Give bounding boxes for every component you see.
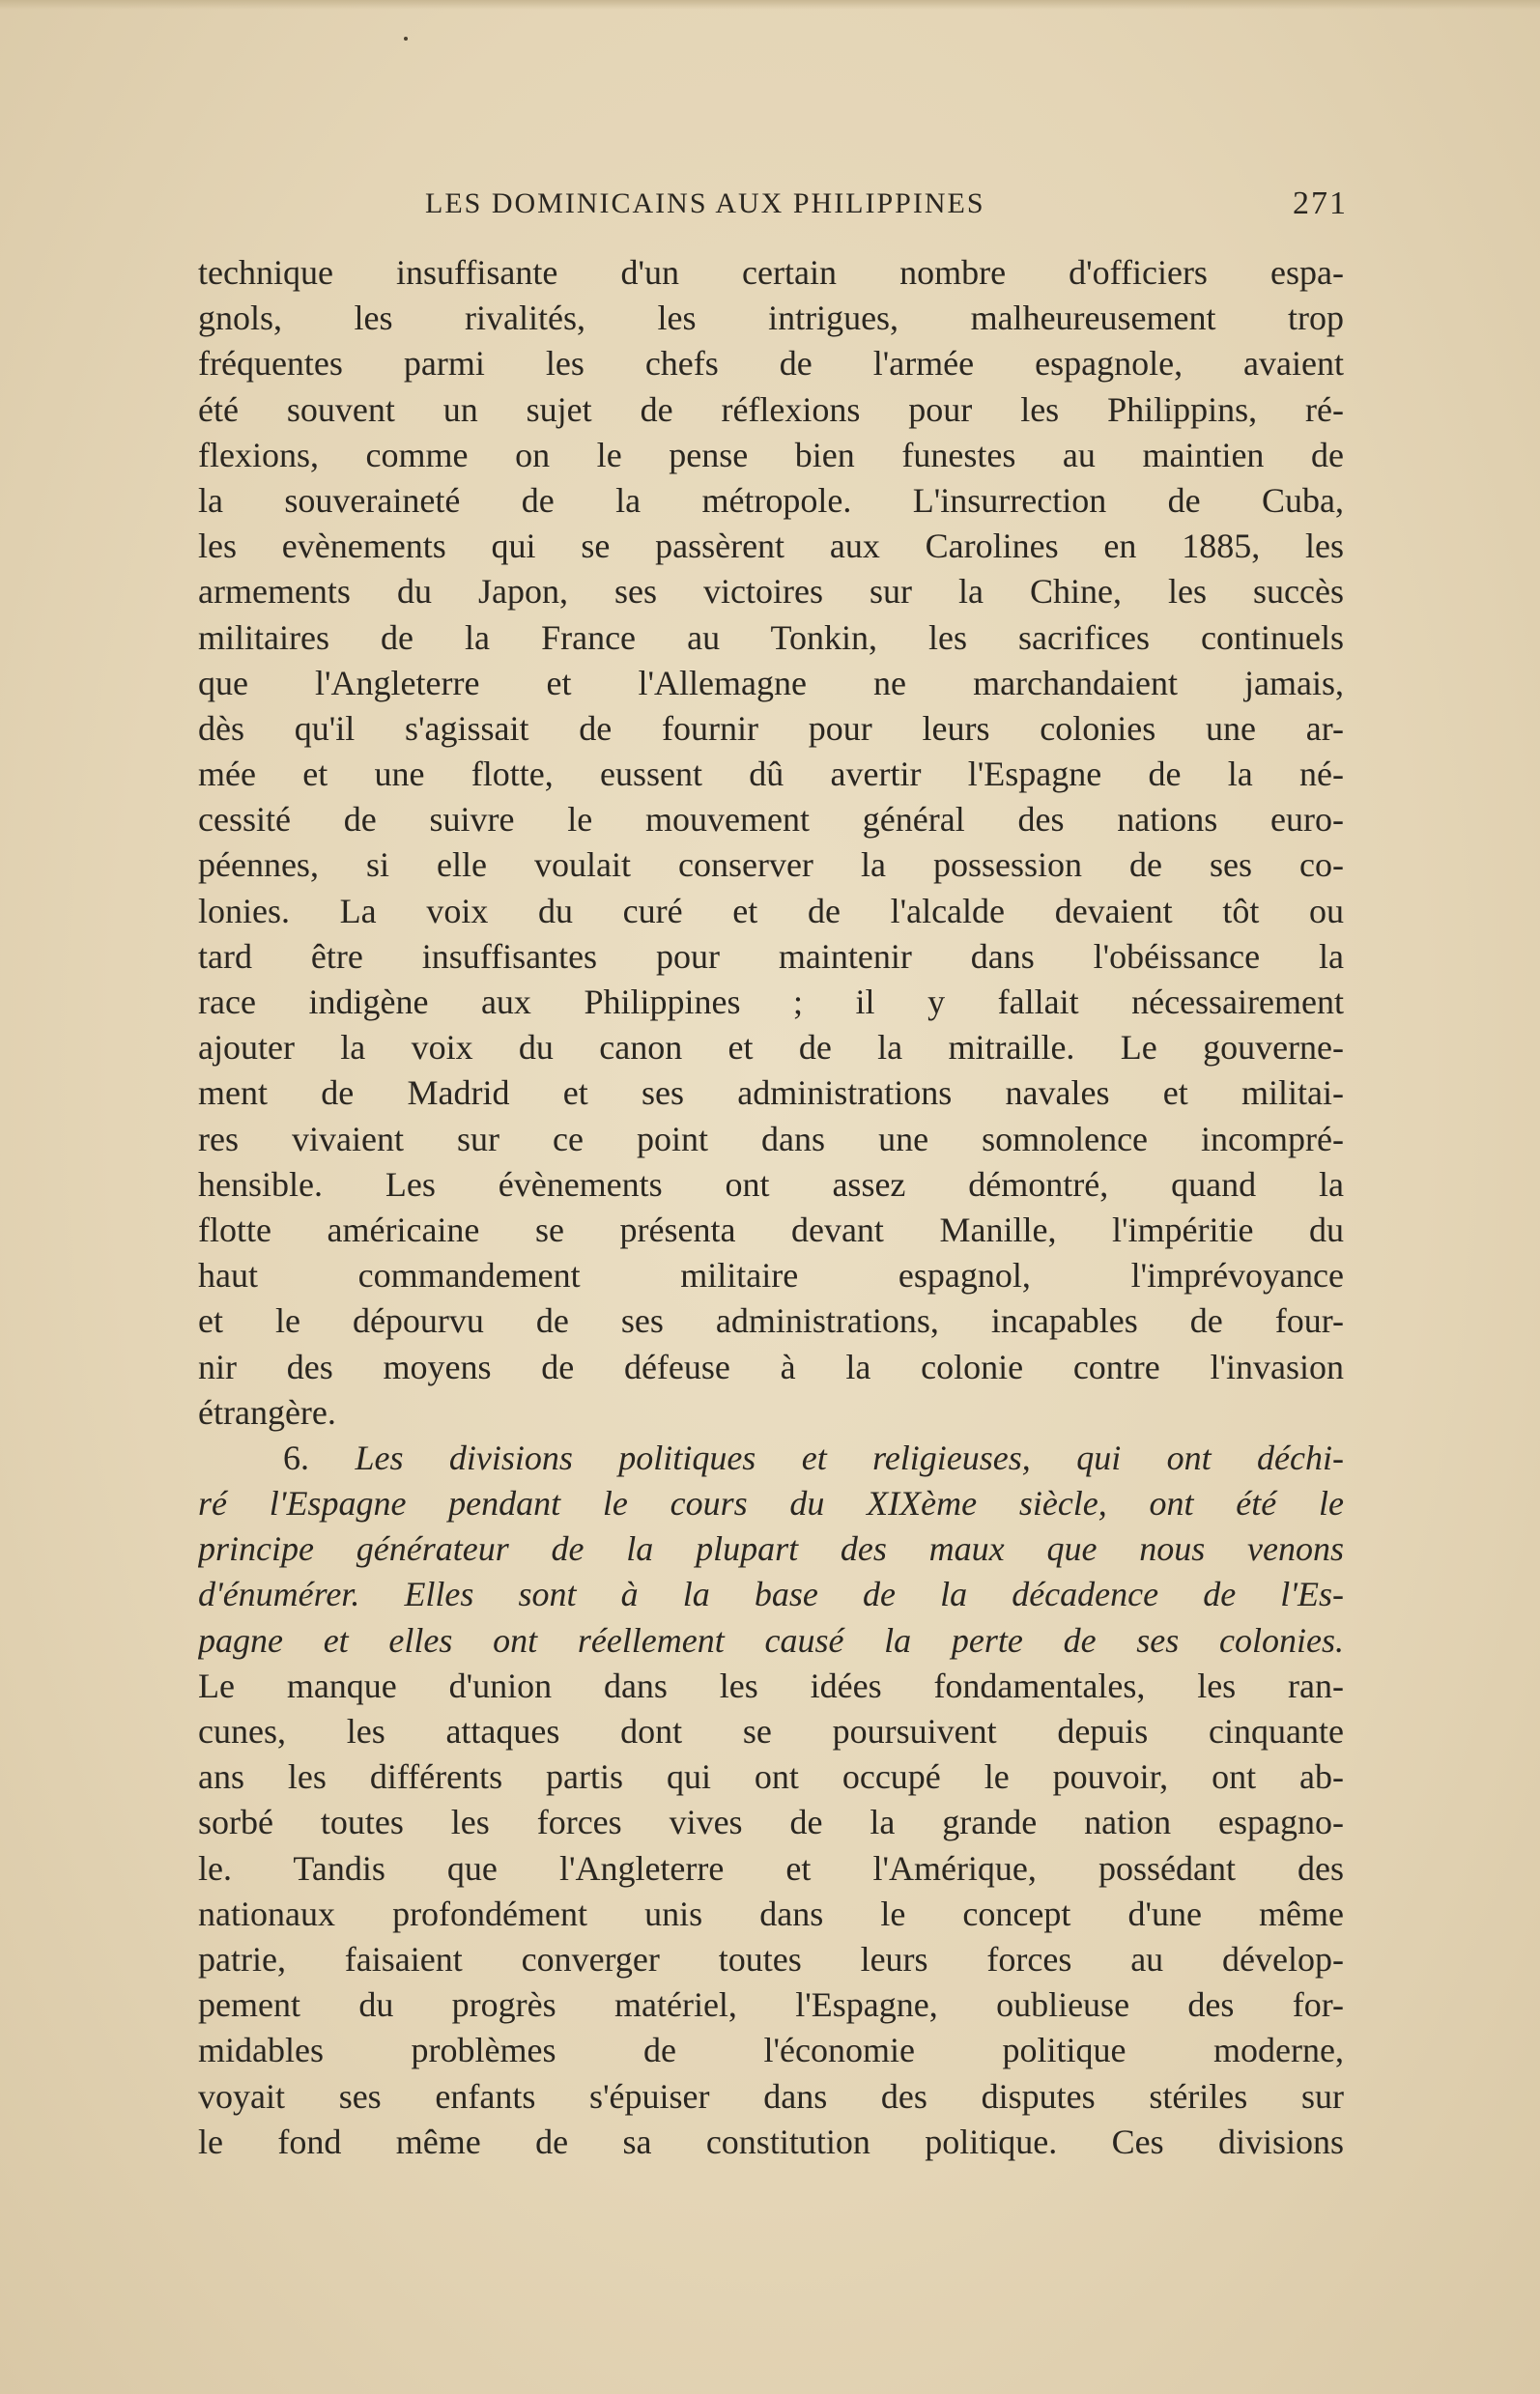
text-line: la souveraineté de la métropole. L'insurrection de Cuba, bbox=[198, 480, 1344, 520]
text-line: technique insuffisante d'un certain nombre d'officiers espa- bbox=[198, 253, 1344, 292]
text-line: étrangère. bbox=[198, 1392, 336, 1432]
paragraph-number: 6. bbox=[283, 1438, 309, 1477]
text-line: armements du Japon, ses victoires sur la Chine, les succès bbox=[198, 572, 1344, 612]
text-line: pement du progrès matériel, l'Espagne, oublieuse des for- bbox=[198, 1985, 1344, 2025]
italic-line: principe générateur de la plupart des maux que nous venons bbox=[198, 1529, 1344, 1569]
text-line: ans les différents partis qui ont occupé le pouvoir, ont ab- bbox=[198, 1757, 1344, 1797]
text-line: les evènements qui se passèrent aux Carolines en 1885, les bbox=[198, 527, 1344, 566]
text-line: res vivaient sur ce point dans une somnolence incompré- bbox=[198, 1119, 1344, 1158]
italic-line: pagne et elles ont réellement causé la perte de ses colonies. bbox=[198, 1620, 1344, 1660]
text-line: militaires de la France au Tonkin, les sacrifices continuels bbox=[198, 617, 1344, 657]
text-line: race indigène aux Philippines ; il y fallait nécessairement bbox=[198, 983, 1344, 1021]
text-line: dès qu'il s'agissait de fournir pour leurs colonies une ar- bbox=[198, 708, 1344, 748]
paragraph-first-line bbox=[198, 1436, 1344, 1481]
text-line: voyait ses enfants s'épuiser dans des disputes stériles sur bbox=[198, 2076, 1344, 2116]
page-header bbox=[198, 180, 1348, 228]
text-line: Le manque d'union dans les idées fondamentales, les ran- bbox=[198, 1666, 1344, 1705]
text-line: hensible. Les évènements ont assez démontré, quand la bbox=[198, 1164, 1344, 1204]
text-line: ment de Madrid et ses administrations navales et militai- bbox=[198, 1073, 1344, 1113]
italic-text: Les divisions politiques et religieuses, qui ont déchi- bbox=[355, 1438, 1344, 1477]
italic-line: ré l'Espagne pendant le cours du XIXème siècle, ont été le bbox=[198, 1484, 1344, 1524]
text-line: flexions, comme on le pense bien funestes au maintien de bbox=[198, 435, 1344, 474]
italic-line: d'énumérer. Elles sont à la base de la décadence de l'Es- bbox=[198, 1575, 1344, 1614]
text-line: gnols, les rivalités, les intrigues, malheureusement trop bbox=[198, 299, 1344, 338]
text-line: midables problèmes de l'économie politique moderne, bbox=[198, 2031, 1344, 2070]
page-top-edge bbox=[0, 0, 1540, 10]
ink-speck bbox=[404, 37, 408, 41]
text-line: tard être insuffisantes pour maintenir dans l'obéissance la bbox=[198, 936, 1344, 976]
text-line: ajouter la voix du canon et de la mitraille. Le gouverne- bbox=[198, 1028, 1344, 1068]
page-number: 271 bbox=[1293, 185, 1348, 221]
text-line: fréquentes parmi les chefs de l'armée espagnole, avaient bbox=[198, 344, 1344, 384]
body-text bbox=[198, 250, 1344, 2165]
text-line: que l'Angleterre et l'Allemagne ne marchandaient jamais, bbox=[198, 663, 1344, 702]
text-line: cunes, les attaques dont se poursuivent depuis cinquante bbox=[198, 1712, 1344, 1751]
running-head: LES DOMINICAINS AUX PHILIPPINES bbox=[425, 187, 985, 219]
text-line: cessité de suivre le mouvement général des nations euro- bbox=[198, 800, 1344, 840]
text-line: patrie, faisaient converger toutes leurs forces au dévelop- bbox=[198, 1939, 1344, 1979]
text-line: été souvent un sujet de réflexions pour les Philippins, ré- bbox=[198, 389, 1344, 429]
text-line: sorbé toutes les forces vives de la grande nation espagno- bbox=[198, 1803, 1344, 1842]
text-line: mée et une flotte, eussent dû avertir l'Espagne de la né- bbox=[198, 755, 1344, 794]
text-line: nationaux profondément unis dans le concept d'une même bbox=[198, 1894, 1344, 1933]
text-line: nir des moyens de défeuse à la colonie contre l'invasion bbox=[198, 1347, 1344, 1386]
text-line: lonies. La voix du curé et de l'alcalde devaient tôt ou bbox=[198, 891, 1344, 930]
text-line: flotte américaine se présenta devant Manille, l'impéritie du bbox=[198, 1210, 1344, 1249]
text-line: péennes, si elle voulait conserver la possession de ses co- bbox=[198, 845, 1344, 885]
text-line: et le dépourvu de ses administrations, incapables de four- bbox=[198, 1301, 1344, 1341]
text-line: le fond même de sa constitution politique. Ces divisions bbox=[198, 2122, 1344, 2161]
text-line: le. Tandis que l'Angleterre et l'Amérique, possédant des bbox=[198, 1848, 1344, 1888]
text-line: haut commandement militaire espagnol, l'imprévoyance bbox=[198, 1256, 1344, 1296]
